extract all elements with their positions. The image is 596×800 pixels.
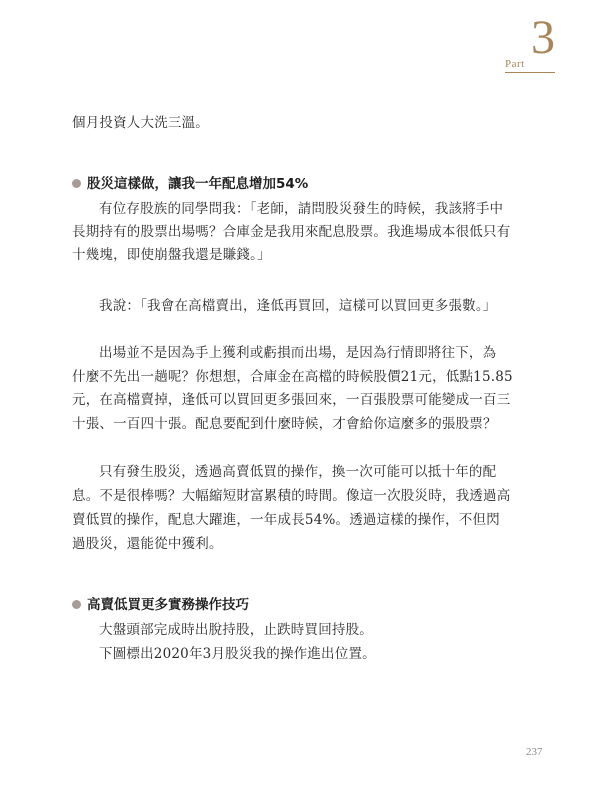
paragraph-line: 息。不是很棒嗎？大幅縮短財富累積的時間。像這一次股災時，我透過高 bbox=[72, 488, 511, 504]
paragraph-line: 長期持有的股票出場嗎？合庫金是我用來配息股票。我進場成本很低只有 bbox=[72, 224, 511, 240]
part-rule-divider bbox=[505, 72, 555, 73]
section-heading-text: 股災這樣做，讓我一年配息增加54% bbox=[87, 176, 309, 192]
section-heading-stock-crash bbox=[72, 174, 308, 194]
paragraph-line: 只有發生股災，透過高賣低買的操作，換一次可能可以抵十年的配 bbox=[99, 464, 497, 480]
paragraph-line: 有位存股族的同學問我：「老師，請問股災發生的時候，我該將手中 bbox=[99, 201, 504, 217]
paragraph-line: 十幾塊，即使崩盤我還是賺錢。」 bbox=[72, 247, 271, 263]
part-number: 3 bbox=[531, 11, 555, 64]
paragraph-line: 我說：「我會在高檔賣出，逢低再買回，這樣可以買回更多張數。」 bbox=[99, 298, 497, 314]
paragraph-line: 過股災，還能從中獲利。 bbox=[72, 536, 223, 552]
paragraph-line: 元，在高檔賣掉，逢低可以買回更多張回來，一百張股票可能變成一百三 bbox=[72, 392, 511, 408]
paragraph-line: 出場並不是因為手上獲利或虧損而出場，是因為行情即將往下，為 bbox=[99, 345, 497, 361]
section-heading-text: 高賣低買更多實務操作技巧 bbox=[87, 597, 249, 613]
bullet-icon bbox=[72, 179, 81, 188]
paragraph-line: 下圖標出2020年3月股災我的操作進出位置。 bbox=[99, 646, 376, 662]
part-marker bbox=[505, 11, 555, 76]
page-number: 237 bbox=[526, 746, 543, 758]
paragraph-line: 什麼不先出一趟呢？你想想，合庫金在高檔的時候股價21元，低點15.85 bbox=[72, 369, 513, 385]
part-label: Part bbox=[505, 58, 525, 70]
section-heading-techniques bbox=[72, 595, 249, 615]
paragraph-line: 十張、一百四十張。配息要配到什麼時候，才會給你這麼多的張股票？ bbox=[72, 416, 497, 432]
intro-tail-text: 個月投資人大洗三溫。 bbox=[72, 115, 209, 131]
bullet-icon bbox=[72, 600, 81, 609]
paragraph-line: 大盤頭部完成時出脫持股，止跌時買回持股。 bbox=[99, 622, 373, 638]
paragraph-line: 賣低買的操作，配息大躍進，一年成長54%。透過這樣的操作，不但閃 bbox=[72, 512, 500, 528]
